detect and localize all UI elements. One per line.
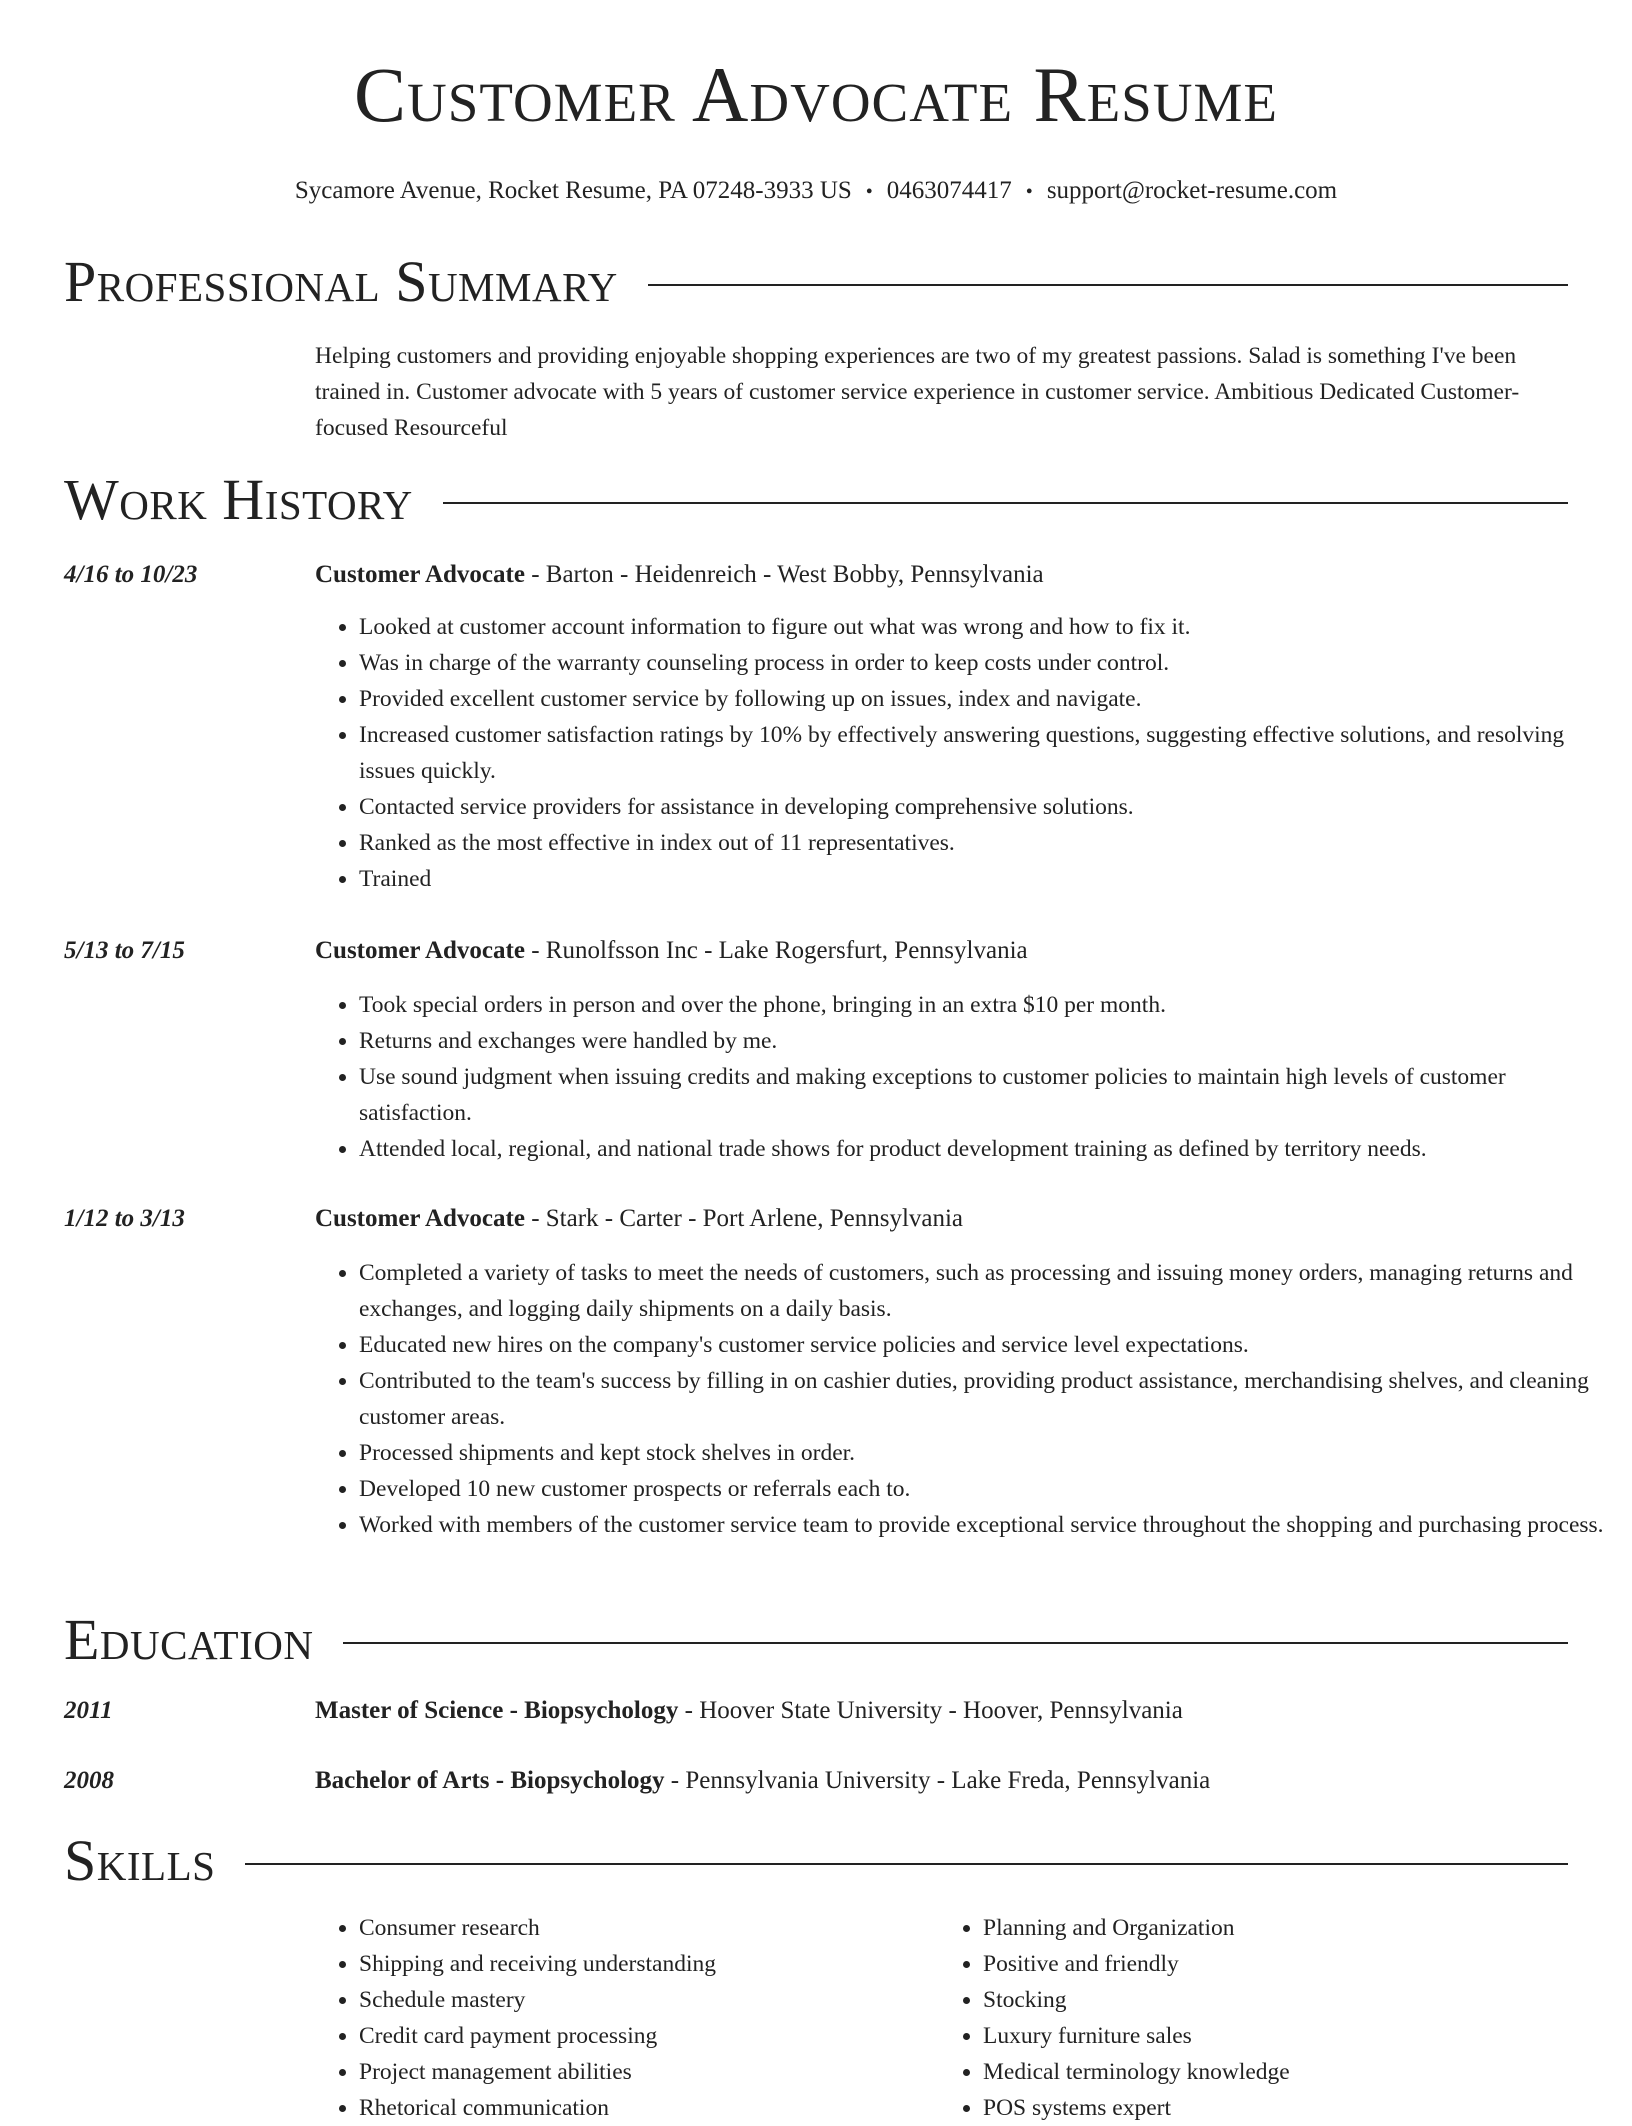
section-title-summary: Professional Summary xyxy=(64,249,618,314)
job-bullet: • Worked with members of the customer service team to provide exceptional service throughout the shopping and purchasing process. xyxy=(359,1507,1619,1543)
section-education xyxy=(64,1605,1568,1675)
skill-item: • Schedule mastery xyxy=(359,1982,939,2018)
job-title: Customer Advocate xyxy=(315,937,525,964)
skill-item: • Planning and Organization xyxy=(983,1910,1563,1946)
skill-item: • Positive and friendly xyxy=(983,1946,1563,1982)
section-divider xyxy=(343,1642,1568,1644)
contact-phone: 0463074417 xyxy=(886,177,1012,204)
job-bullet: • Took special orders in person and over the phone, bringing in an extra $10 per month. xyxy=(359,987,1619,1023)
job-bullet: • Increased customer satisfaction ratings by 10% by effectively answering questions, suggesting effective solutions, and resolving issues quickly. xyxy=(359,717,1619,789)
summary-text: Helping customers and providing enjoyable shopping experiences are two of my greatest passions. Salad is something I've been trained in. Customer advocate with 5 years of customer service experience in customer service. Ambitious Dedicated Customer-focused Resourceful xyxy=(315,343,1520,441)
skills-list xyxy=(315,1910,1565,2126)
job-bullet: • Developed 10 new customer prospects or referrals each to. xyxy=(359,1471,1619,1507)
education-school: - Pennsylvania University - Lake Freda, Pennsylvania xyxy=(664,1767,1211,1794)
skill-item: • Stocking xyxy=(983,1982,1563,2018)
education-heading xyxy=(315,1763,1210,1799)
section-divider xyxy=(443,502,1568,504)
job-heading xyxy=(315,933,1028,969)
job-employer: - Runolfsson Inc - Lake Rogersfurt, Pennsylvania xyxy=(524,937,1028,964)
job-bullet: • Contacted service providers for assistance in developing comprehensive solutions. xyxy=(359,789,1619,825)
job-bullet: • Ranked as the most effective in index out of 11 representatives. xyxy=(359,825,1619,861)
job-bullets xyxy=(315,987,1619,1167)
education-heading xyxy=(315,1693,1183,1729)
job-bullet: • Educated new hires on the company's customer service policies and service level expectations. xyxy=(359,1327,1619,1363)
section-title-education: Education xyxy=(64,1607,314,1672)
job-bullet: • Trained xyxy=(359,861,1619,897)
job-bullet: • Returns and exchanges were handled by me. xyxy=(359,1023,1619,1059)
job-bullet: • Attended local, regional, and national trade shows for product development training as defined by territory needs. xyxy=(359,1131,1619,1167)
education-year: 2011 xyxy=(64,1697,113,1724)
job-bullet: • Completed a variety of tasks to meet the needs of customers, such as processing and issuing money orders, managing returns and exchanges, and logging daily shipments on a daily basis. xyxy=(359,1255,1619,1327)
section-work-history xyxy=(64,465,1568,535)
job-title: Customer Advocate xyxy=(315,561,525,588)
skill-item: • Project management abilities xyxy=(359,2054,939,2090)
job-employer: - Stark - Carter - Port Arlene, Pennsylvania xyxy=(524,1205,964,1232)
section-divider xyxy=(245,1863,1568,1865)
job-bullet: • Provided excellent customer service by following up on issues, index and navigate. xyxy=(359,681,1619,717)
job-dates: 4/16 to 10/23 xyxy=(64,561,198,588)
skills-column-left xyxy=(315,1910,939,2126)
section-professional-summary xyxy=(64,247,1568,317)
section-skills xyxy=(64,1826,1568,1896)
job-dates: 1/12 to 3/13 xyxy=(64,1205,185,1232)
contact-separator: • xyxy=(865,181,873,203)
job-bullet: • Contributed to the team's success by filling in on cashier duties, providing product assistance, merchandising shelves, and cleaning customer areas. xyxy=(359,1363,1619,1435)
resume-title: Customer Advocate Resume xyxy=(354,51,1278,138)
skill-item: • Luxury furniture sales xyxy=(983,2018,1563,2054)
skill-item: • POS systems expert xyxy=(983,2090,1563,2126)
skill-item: • Credit card payment processing xyxy=(359,2018,939,2054)
job-bullet: • Use sound judgment when issuing credits and making exceptions to customer policies to maintain high levels of customer satisfaction. xyxy=(359,1059,1619,1131)
job-bullet: • Was in charge of the warranty counseling process in order to keep costs under control. xyxy=(359,645,1619,681)
section-title-work: Work History xyxy=(64,467,413,532)
job-heading xyxy=(315,557,1044,593)
skill-item: • Medical terminology knowledge xyxy=(983,2054,1563,2090)
job-heading xyxy=(315,1201,963,1237)
job-dates: 5/13 to 7/15 xyxy=(64,937,185,964)
education-year: 2008 xyxy=(64,1767,114,1794)
skill-item: • Shipping and receiving understanding xyxy=(359,1946,939,1982)
education-degree: Bachelor of Arts - Biopsychology xyxy=(315,1767,665,1794)
job-bullet: • Processed shipments and kept stock shelves in order. xyxy=(359,1435,1619,1471)
education-school: - Hoover State University - Hoover, Pennsylvania xyxy=(678,1697,1183,1724)
job-bullet: • Looked at customer account information to figure out what was wrong and how to fix it. xyxy=(359,609,1619,645)
job-bullets xyxy=(315,1255,1619,1543)
contact-address: Sycamore Avenue, Rocket Resume, PA 07248-3933 US xyxy=(294,177,852,204)
skill-item: • Consumer research xyxy=(359,1910,939,1946)
section-title-skills: Skills xyxy=(64,1828,216,1893)
contact-line xyxy=(0,176,1632,207)
skill-item: • Rhetorical communication xyxy=(359,2090,939,2126)
contact-separator: • xyxy=(1025,181,1033,203)
contact-email: support@rocket-resume.com xyxy=(1046,177,1338,204)
section-divider xyxy=(648,284,1568,286)
job-employer: - Barton - Heidenreich - West Bobby, Pennsylvania xyxy=(524,561,1044,588)
education-degree: Master of Science - Biopsychology xyxy=(315,1697,679,1724)
job-title: Customer Advocate xyxy=(315,1205,525,1232)
skills-column-right xyxy=(939,1910,1563,2126)
job-bullets xyxy=(315,609,1619,897)
